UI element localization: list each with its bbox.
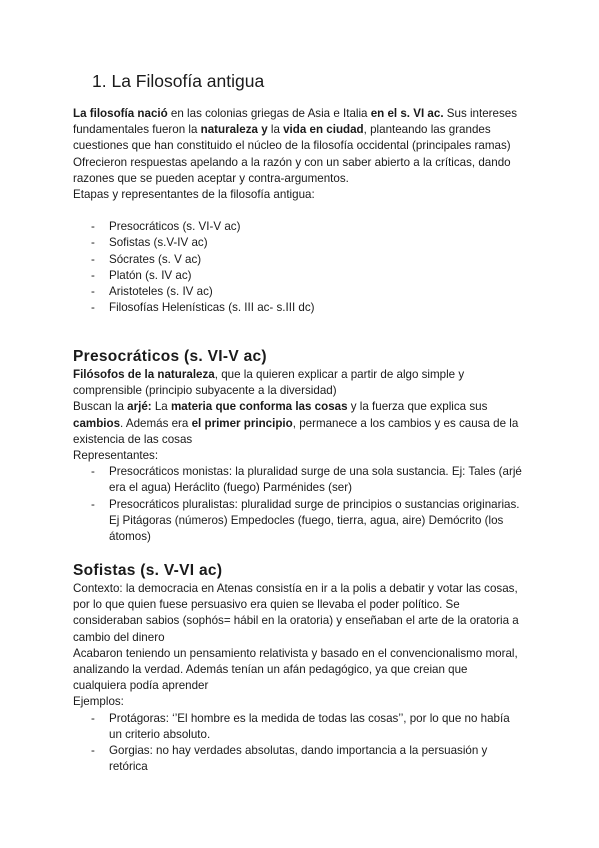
ejemplos-list [73,711,523,776]
text-run: , permanece a los cambios y es causa de la existencia de las cosas [73,416,519,446]
spacer [73,203,523,219]
intro-section [73,106,523,316]
bold-text-run: el primer principio [191,416,293,430]
list-item: - Platón (s. IV ac) [73,268,523,284]
bold-text-run: La filosofía nació [73,107,168,120]
page-title: 1. La Filosofía antigua [92,71,265,91]
bold-text-run: cambios [73,416,121,430]
text-run: , planteando las grandes cuestiones que han constituido el núcleo de la filosofía occidental (principales ramas) [73,123,511,153]
intro-paragraph-1 [73,106,523,155]
section-heading-sofistas: Sofistas (s. V-VI ac) [73,562,223,579]
text-run: Sus intereses fundamentales fueron la [73,107,518,137]
bold-text-run: naturaleza y [200,123,268,137]
list-item: - Presocráticos (s. VI-V ac) [73,219,523,235]
list-item: - Sofistas (s.V-IV ac) [73,235,523,251]
list-item: - Sócrates (s. V ac) [73,252,523,268]
presocraticos-paragraph-2 [73,399,523,448]
intro-paragraph-2: Ofrecieron respuestas apelando a la razón y con un saber abierto a la críticas, dando razones que se pueden aceptar y contra-argumentos. [73,155,511,185]
sofistas-paragraph-3: Ejemplos: [73,695,124,709]
bold-text-run: arjé: [127,400,152,414]
list-item: - Gorgias: no hay verdades absolutas, dando importancia a la persuasión y retórica [73,743,523,775]
bold-text-run: materia que conforma las cosas [170,400,348,414]
bold-text-run: vida en ciudad [283,123,364,137]
presocraticos-section [73,347,523,545]
presocraticos-paragraph-3: Representantes: [73,449,159,463]
list-item: - Presocráticos pluralistas: pluralidad surge de principios o sustancias originarias. Ej Pitágoras (números) Empedocles (fuego, tierra, agua, aire) Demócrito (los átomos) [73,497,523,546]
text-run: la [267,123,284,137]
list-item: - Aristoteles (s. IV ac) [73,284,523,300]
text-run: , que la quieren explicar a partir de algo simple y comprensible (principio subyacente a la diversidad) [73,368,465,398]
section-heading-presocraticos: Presocráticos (s. VI-V ac) [73,348,267,365]
bold-text-run: Filósofos de la naturaleza [73,368,215,381]
sofistas-paragraph-2: Acabaron teniendo un pensamiento relativista y basado en el convencionalismo moral, analizando la verdad. Además tenían un afán pedagógico, ya que creian que cualquiera podía aprender [73,646,518,693]
text-run: en las colonias griegas de Asia e Italia [167,107,371,120]
sofistas-paragraph-1: Contexto: la democracia en Atenas consistía en ir a la polis a debatir y votar las cosas, por lo que quien fuese persuasivo era quien se llevaba el poder político. Se consideraban sabios (sophós= hábil en la oratoria) y enseñaban el arte de la oratoria a cambio del dinero [73,582,519,644]
list-item: - Protágoras: ‘’El hombre es la medida de todas las cosas’’, por lo que no había un criterio absoluto. [73,711,523,743]
representantes-list [73,464,523,545]
text-run: La [151,400,171,414]
intro-paragraph-3: Etapas y representantes de la filosofía antigua: [73,188,315,202]
text-run: y la fuerza que explica sus [347,400,488,414]
text-run: . Además era [120,416,192,430]
list-item: - Filosofías Helenísticas (s. III ac- s.III dc) [73,300,523,316]
stages-list [73,219,523,316]
text-run: Buscan la [73,400,128,414]
presocraticos-paragraph-1 [73,367,523,399]
bold-text-run: en el s. VI ac. [370,107,444,120]
sofistas-section [73,561,523,775]
list-item: - Presocráticos monistas: la pluralidad surge de una sola sustancia. Ej: Tales (arjé era el agua) Heráclito (fuego) Parménides (ser) [73,464,523,496]
